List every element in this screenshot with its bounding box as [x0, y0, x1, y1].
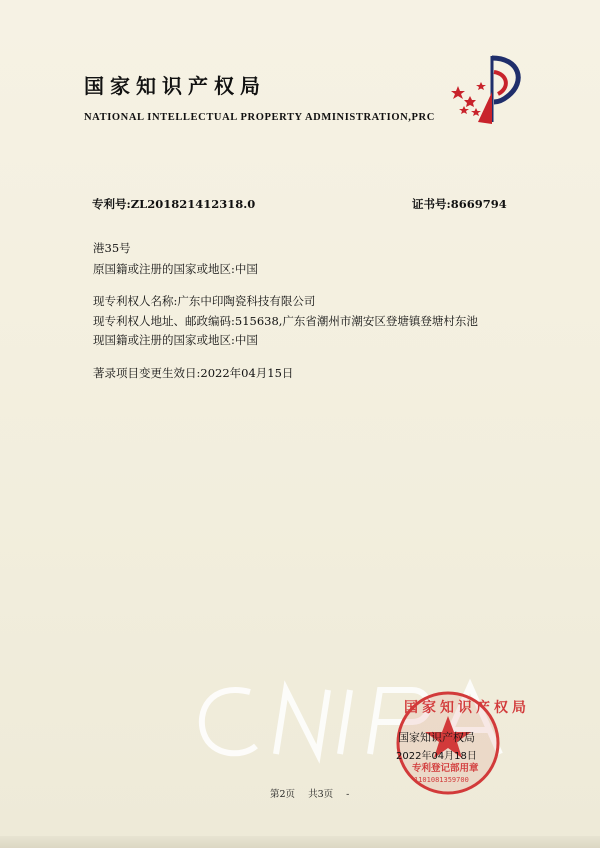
body-line-address-tail: 港35号	[93, 241, 131, 255]
issuer-name: 国家知识产权局	[398, 731, 475, 744]
seal-inner-label: 专利登记部用章	[412, 763, 479, 774]
patent-number: 专利号:ZL201821412318.0	[92, 197, 256, 211]
body-line-holder-name: 现专利权人名称:广东中印陶瓷科技有限公司	[93, 294, 316, 308]
body-line-holder-address: 现专利权人地址、邮政编码:515638,广东省潮州市潮安区登塘镇登塘村东池	[93, 314, 478, 328]
page-footer	[270, 786, 359, 800]
page-number: 第2页	[270, 789, 296, 800]
seal-ring-text: 国家知识产权局	[404, 700, 530, 716]
footer-mark: -	[346, 789, 350, 800]
body-line-effective-date: 著录项目变更生效日:2022年04月15日	[93, 366, 294, 380]
cnipa-logo-icon	[448, 52, 528, 128]
certificate-number: 证书号:8669794	[412, 197, 507, 211]
body-line-original-country: 原国籍或注册的国家或地区:中国	[93, 262, 258, 276]
page-total: 共3页	[308, 789, 334, 800]
agency-title-en: NATIONAL INTELLECTUAL PROPERTY ADMINISTRATION,PRC	[84, 112, 435, 123]
issue-date: 2022年04月18日	[396, 751, 477, 762]
agency-title-cn: 国家知识产权局	[84, 74, 266, 98]
body-line-current-country: 现国籍或注册的国家或地区:中国	[93, 333, 258, 347]
paper-bottom-edge	[0, 836, 600, 848]
seal-serial: 1101081359700	[414, 776, 469, 784]
